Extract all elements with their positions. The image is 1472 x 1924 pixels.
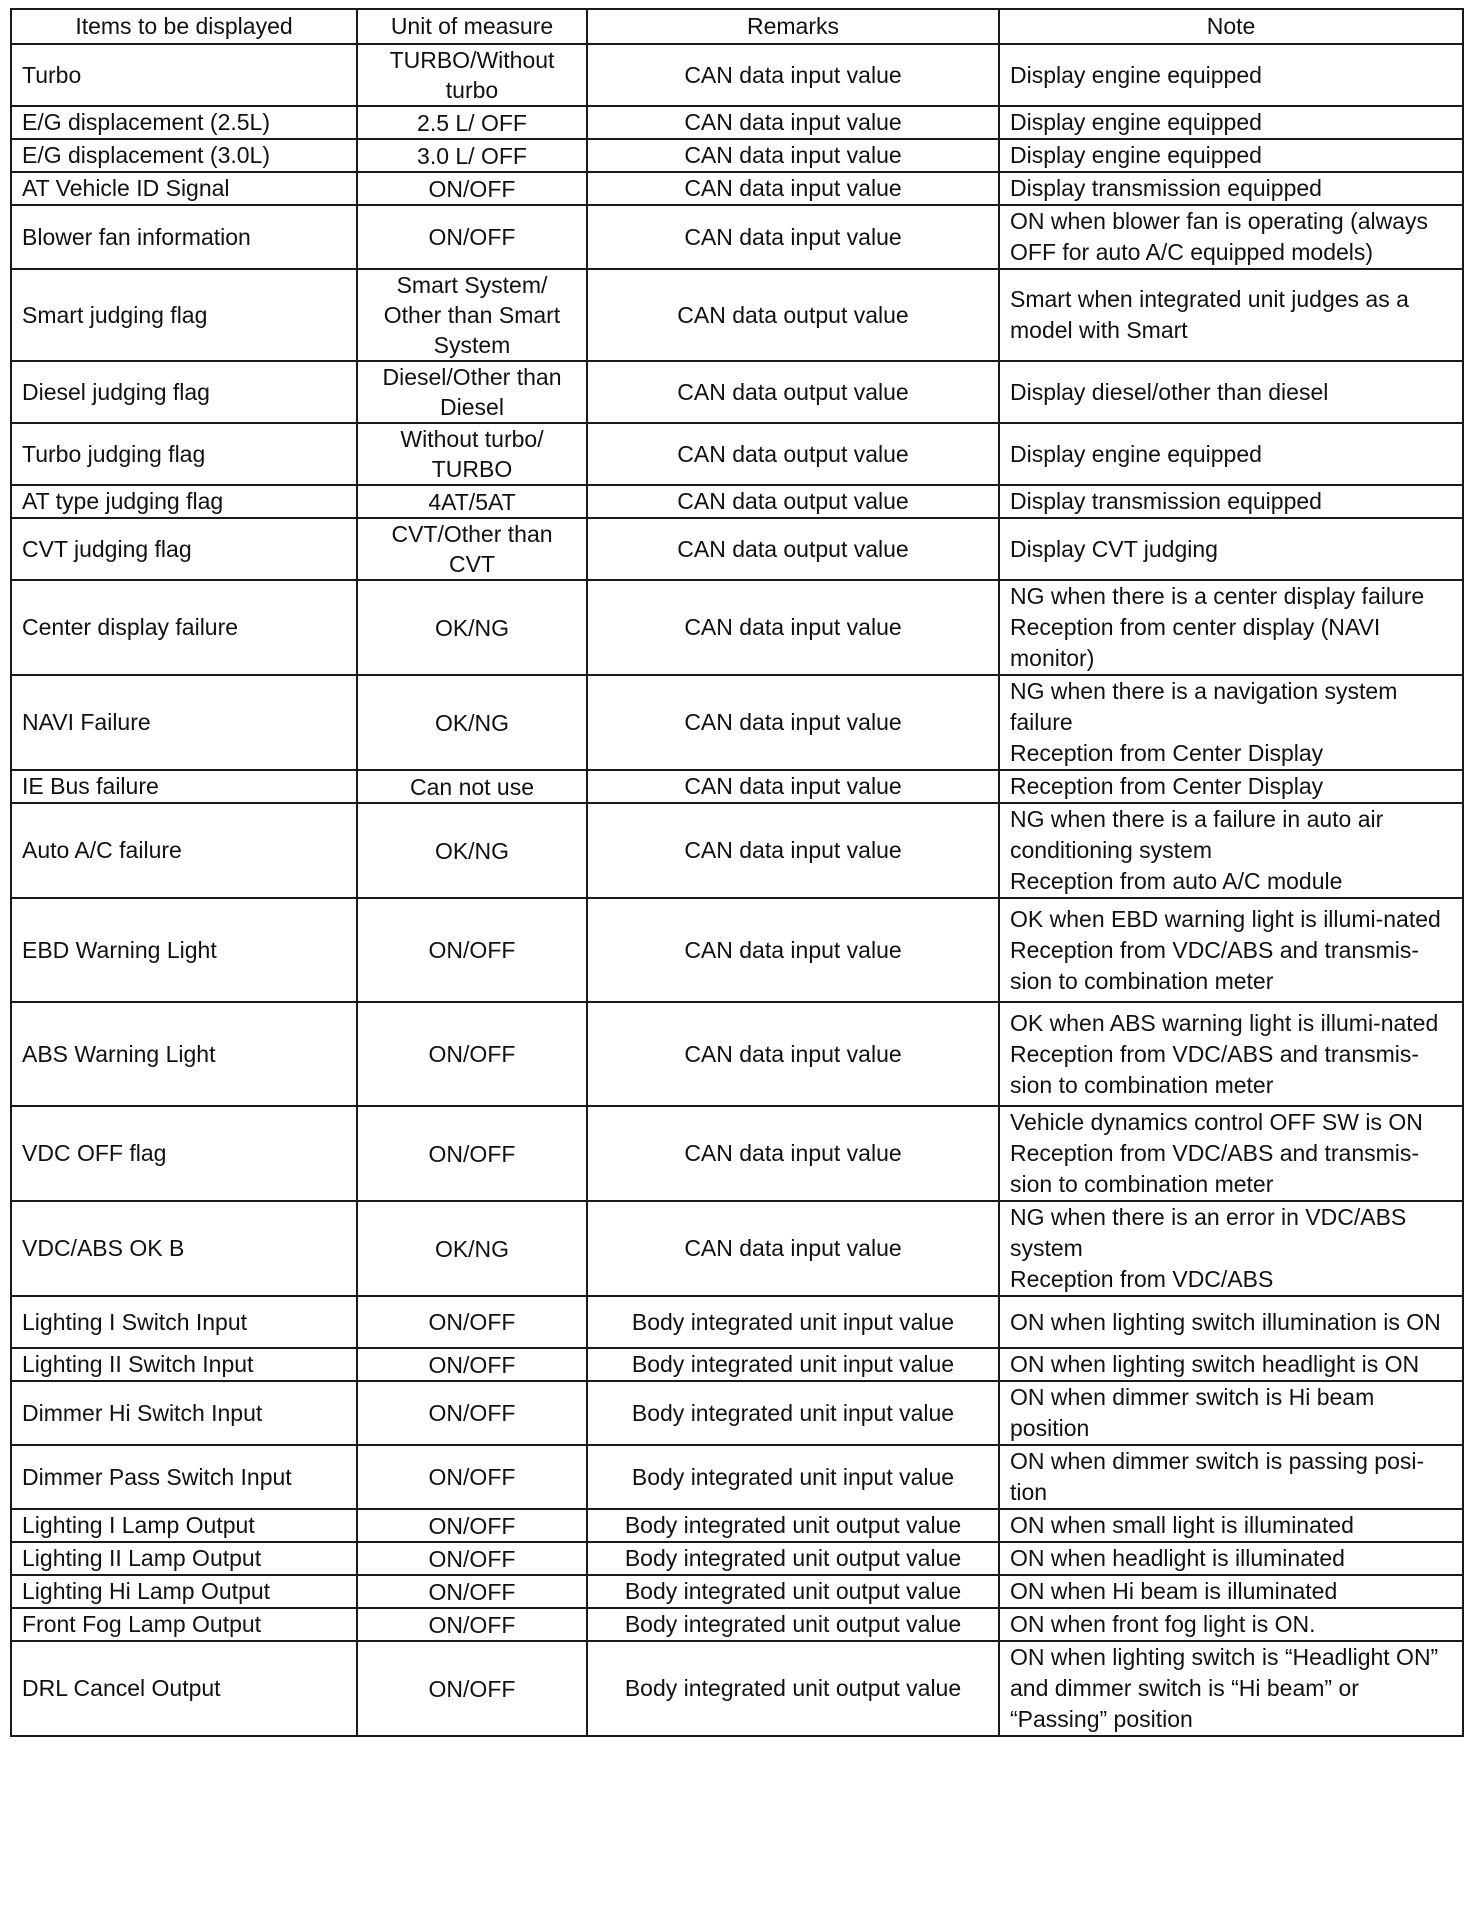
cell-remarks: Body integrated unit output value	[587, 1608, 999, 1641]
cell-note: Display engine equipped	[999, 139, 1463, 172]
cell-note: Display engine equipped	[999, 423, 1463, 485]
cell-item: IE Bus failure	[11, 770, 357, 803]
cell-item: Lighting I Lamp Output	[11, 1509, 357, 1542]
cell-remarks: CAN data input value	[587, 139, 999, 172]
header-items: Items to be displayed	[11, 9, 357, 44]
cell-remarks: CAN data input value	[587, 580, 999, 675]
cell-note: Display engine equipped	[999, 44, 1463, 106]
cell-unit: ON/OFF	[357, 1002, 587, 1106]
cell-unit: ON/OFF	[357, 898, 587, 1002]
cell-item: CVT judging flag	[11, 518, 357, 580]
cell-note: Vehicle dynamics control OFF SW is ON Reception from VDC/ABS and transmis-sion to combination meter	[999, 1106, 1463, 1201]
cell-remarks: CAN data input value	[587, 1002, 999, 1106]
cell-item: Auto A/C failure	[11, 803, 357, 898]
cell-item: AT Vehicle ID Signal	[11, 172, 357, 205]
cell-item: Blower fan information	[11, 205, 357, 269]
cell-item: Lighting II Switch Input	[11, 1348, 357, 1381]
table-row	[11, 1106, 1463, 1201]
cell-note: ON when blower fan is operating (always OFF for auto A/C equipped models)	[999, 205, 1463, 269]
cell-unit: 4AT/5AT	[357, 485, 587, 518]
cell-item: NAVI Failure	[11, 675, 357, 770]
table-row	[11, 172, 1463, 205]
header-unit: Unit of measure	[357, 9, 587, 44]
table-row	[11, 1348, 1463, 1381]
cell-item: Dimmer Pass Switch Input	[11, 1445, 357, 1509]
cell-unit: ON/OFF	[357, 1296, 587, 1348]
display-items-table	[10, 8, 1464, 1737]
cell-note: NG when there is a center display failure Reception from center display (NAVI monitor)	[999, 580, 1463, 675]
cell-item: Lighting II Lamp Output	[11, 1542, 357, 1575]
cell-remarks: CAN data output value	[587, 485, 999, 518]
spec-sheet	[10, 8, 1464, 1737]
cell-unit: OK/NG	[357, 803, 587, 898]
cell-unit: OK/NG	[357, 580, 587, 675]
cell-unit: OK/NG	[357, 675, 587, 770]
cell-remarks: CAN data input value	[587, 44, 999, 106]
cell-remarks: CAN data input value	[587, 172, 999, 205]
cell-note: Display CVT judging	[999, 518, 1463, 580]
table-row	[11, 139, 1463, 172]
cell-unit: CVT/Other than CVT	[357, 518, 587, 580]
cell-note: ON when front fog light is ON.	[999, 1608, 1463, 1641]
cell-remarks: CAN data input value	[587, 1106, 999, 1201]
cell-item: E/G displacement (3.0L)	[11, 139, 357, 172]
cell-item: VDC/ABS OK B	[11, 1201, 357, 1296]
cell-remarks: CAN data input value	[587, 898, 999, 1002]
cell-item: Dimmer Hi Switch Input	[11, 1381, 357, 1445]
cell-item: Front Fog Lamp Output	[11, 1608, 357, 1641]
cell-remarks: CAN data output value	[587, 269, 999, 361]
table-row	[11, 205, 1463, 269]
table-row	[11, 1381, 1463, 1445]
table-row	[11, 1641, 1463, 1736]
cell-remarks: CAN data input value	[587, 205, 999, 269]
cell-remarks: Body integrated unit output value	[587, 1575, 999, 1608]
cell-item: EBD Warning Light	[11, 898, 357, 1002]
cell-remarks: CAN data input value	[587, 106, 999, 139]
header-remarks: Remarks	[587, 9, 999, 44]
cell-remarks: Body integrated unit input value	[587, 1296, 999, 1348]
table-row	[11, 898, 1463, 1002]
cell-item: Center display failure	[11, 580, 357, 675]
cell-remarks: Body integrated unit output value	[587, 1509, 999, 1542]
cell-item: E/G displacement (2.5L)	[11, 106, 357, 139]
table-row	[11, 269, 1463, 361]
cell-unit: ON/OFF	[357, 1381, 587, 1445]
cell-remarks: Body integrated unit output value	[587, 1542, 999, 1575]
cell-remarks: CAN data output value	[587, 423, 999, 485]
table-row	[11, 803, 1463, 898]
cell-unit: ON/OFF	[357, 1575, 587, 1608]
cell-item: VDC OFF flag	[11, 1106, 357, 1201]
cell-unit: ON/OFF	[357, 1542, 587, 1575]
cell-unit: Diesel/Other than Diesel	[357, 361, 587, 423]
cell-unit: ON/OFF	[357, 1509, 587, 1542]
cell-note: OK when ABS warning light is illumi-nated Reception from VDC/ABS and transmis-sion to combination meter	[999, 1002, 1463, 1106]
cell-note: Display engine equipped	[999, 106, 1463, 139]
cell-note: Display transmission equipped	[999, 485, 1463, 518]
cell-note: Display diesel/other than diesel	[999, 361, 1463, 423]
table-row	[11, 1002, 1463, 1106]
cell-item: DRL Cancel Output	[11, 1641, 357, 1736]
cell-note: ON when lighting switch headlight is ON	[999, 1348, 1463, 1381]
header-note: Note	[999, 9, 1463, 44]
cell-note: ON when dimmer switch is Hi beam position	[999, 1381, 1463, 1445]
cell-unit: ON/OFF	[357, 1641, 587, 1736]
cell-unit: TURBO/Without turbo	[357, 44, 587, 106]
table-row	[11, 485, 1463, 518]
cell-item: Turbo judging flag	[11, 423, 357, 485]
table-row	[11, 675, 1463, 770]
table-row	[11, 44, 1463, 106]
cell-remarks: CAN data input value	[587, 770, 999, 803]
cell-note: ON when small light is illuminated	[999, 1509, 1463, 1542]
cell-unit: ON/OFF	[357, 205, 587, 269]
table-row	[11, 1608, 1463, 1641]
cell-remarks: Body integrated unit output value	[587, 1641, 999, 1736]
table-row	[11, 106, 1463, 139]
cell-unit: OK/NG	[357, 1201, 587, 1296]
table-row	[11, 580, 1463, 675]
cell-item: Turbo	[11, 44, 357, 106]
table-row	[11, 1201, 1463, 1296]
cell-unit: ON/OFF	[357, 1348, 587, 1381]
header-row	[11, 9, 1463, 44]
cell-note: ON when headlight is illuminated	[999, 1542, 1463, 1575]
table-row	[11, 770, 1463, 803]
cell-note: NG when there is a navigation system failure Reception from Center Display	[999, 675, 1463, 770]
cell-item: Lighting I Switch Input	[11, 1296, 357, 1348]
table-row	[11, 1445, 1463, 1509]
cell-note: ON when lighting switch is “Headlight ON” and dimmer switch is “Hi beam” or “Passing” position	[999, 1641, 1463, 1736]
cell-remarks: CAN data output value	[587, 361, 999, 423]
cell-remarks: Body integrated unit input value	[587, 1445, 999, 1509]
cell-unit: 2.5 L/ OFF	[357, 106, 587, 139]
cell-unit: Can not use	[357, 770, 587, 803]
cell-unit: Without turbo/ TURBO	[357, 423, 587, 485]
cell-item: ABS Warning Light	[11, 1002, 357, 1106]
table-row	[11, 1509, 1463, 1542]
cell-unit: ON/OFF	[357, 1106, 587, 1201]
table-row	[11, 361, 1463, 423]
cell-note: NG when there is a failure in auto air conditioning system Reception from auto A/C module	[999, 803, 1463, 898]
cell-note: ON when dimmer switch is passing posi-tion	[999, 1445, 1463, 1509]
cell-item: Smart judging flag	[11, 269, 357, 361]
cell-item: Lighting Hi Lamp Output	[11, 1575, 357, 1608]
cell-note: Display transmission equipped	[999, 172, 1463, 205]
cell-unit: 3.0 L/ OFF	[357, 139, 587, 172]
cell-note: NG when there is an error in VDC/ABS system Reception from VDC/ABS	[999, 1201, 1463, 1296]
cell-unit: ON/OFF	[357, 172, 587, 205]
cell-note: Smart when integrated unit judges as a model with Smart	[999, 269, 1463, 361]
cell-unit: ON/OFF	[357, 1445, 587, 1509]
cell-remarks: CAN data output value	[587, 518, 999, 580]
cell-item: AT type judging flag	[11, 485, 357, 518]
table-row	[11, 1296, 1463, 1348]
cell-note: Reception from Center Display	[999, 770, 1463, 803]
cell-unit: ON/OFF	[357, 1608, 587, 1641]
cell-remarks: CAN data input value	[587, 675, 999, 770]
cell-remarks: Body integrated unit input value	[587, 1348, 999, 1381]
cell-item: Diesel judging flag	[11, 361, 357, 423]
cell-note: OK when EBD warning light is illumi-nated Reception from VDC/ABS and transmis-sion to combination meter	[999, 898, 1463, 1002]
cell-remarks: CAN data input value	[587, 1201, 999, 1296]
table-row	[11, 1542, 1463, 1575]
table-row	[11, 518, 1463, 580]
cell-note: ON when lighting switch illumination is ON	[999, 1296, 1463, 1348]
cell-unit: Smart System/ Other than Smart System	[357, 269, 587, 361]
table-row	[11, 1575, 1463, 1608]
cell-note: ON when Hi beam is illuminated	[999, 1575, 1463, 1608]
cell-remarks: Body integrated unit input value	[587, 1381, 999, 1445]
table-row	[11, 423, 1463, 485]
cell-remarks: CAN data input value	[587, 803, 999, 898]
